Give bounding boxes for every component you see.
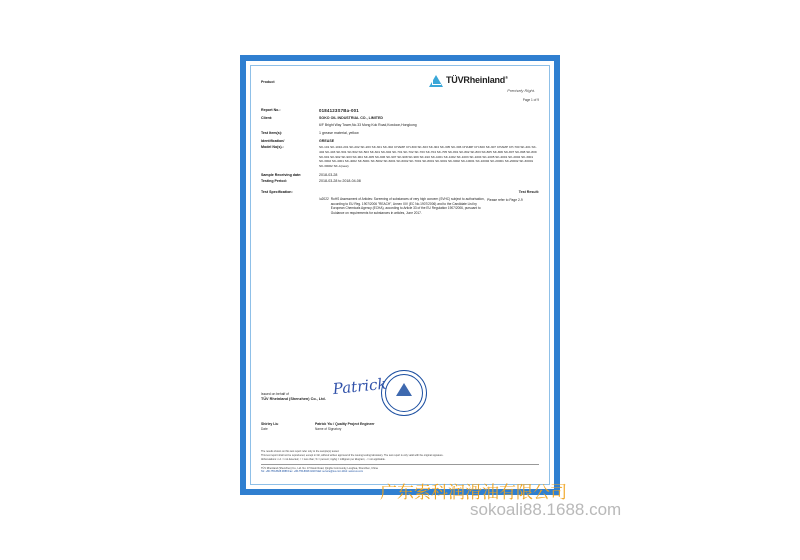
tuv-triangle-icon [429,75,443,87]
footer-line-3: Abbreviations: n.d. = not detected; < = less than; % = percent; mg/kg = milligram per kilogram; - = not applicable. [261,457,386,461]
certificate-page [261,74,539,476]
signature-roles-row [261,427,539,432]
signature-date-label: Date [261,427,268,432]
report-no-value: 0184123S7Ba-001 [319,108,359,113]
testing-period-row [261,179,539,184]
test-specification-text [261,197,487,216]
issuing-company: TÜV Rheinland (Shenzhen) Co., Ltd. [261,396,326,401]
identification-label: Identification/ [261,138,285,143]
test-specification-item [319,197,487,216]
tuv-logo [429,74,539,94]
footer-line-1: The results shown on this test report refer only to the sample(s) tested. [261,450,340,454]
client-name: SOKO OIL INDUSTRIAL CO., LIMITED [319,115,383,120]
identification-row [261,139,539,144]
identification-value: GREASE [319,138,335,143]
product-label: Product [261,80,275,84]
tuv-wordmark [446,74,508,87]
stamp-triangle-icon [396,383,412,396]
model-label: Model No(s).: [261,145,284,150]
client-address: 6/F Bright Way Tower,No.33 Mong Kok Road,Kowloon,Hongkong [319,122,417,127]
logo-row [429,74,539,87]
test-specification-header [261,190,539,195]
testing-period-label: Testing Period: [261,179,287,184]
model-row [261,145,539,168]
footer-line-4: TÜV Rheinland (Shenzhen) Co., Ltd. No. 47 Daxin Road, Qinghu Community, Longhua, Shenzhen, China [261,466,378,470]
footer-line-5: Tel: +86-755-8828 0888 Fax: +86-755-8828 0218 Mail: service@tuv.com Web: www.tuv.com [261,470,364,474]
test-specification-item-text: RoHS Assessment of Articles: Screening of substances of very high concern (SVHC) subject to authorisation, according to EU Reg. 1907/2006 "REACH", Annex XIV (EC No.1907/2006) and to the Candidate List by European Chemicals Agency (ECHA), according to Article 33 of the EU Regulation 1907/2006, pursuant to Guidance on requirements for substances in articles, June 2017. [330,196,485,216]
issued-on-behalf-label: Issued on behalf of [261,392,289,397]
sample-receiving-row [261,173,539,178]
footer-divider [261,464,539,465]
sample-receiving-label: Sample Receiving date: [261,172,302,177]
signature-name-label: Name of Signatory [315,427,342,432]
tuv-tagline: Precisely Right. [507,88,535,94]
report-no-row [261,108,539,114]
client-address-row [261,123,539,128]
test-item-value: 1 grease material, yellow [319,130,359,135]
report-no-label: Report No.: [261,108,281,112]
test-item-label: Test Item(s): [261,130,283,135]
watermark-url: sokoali88.1688.com [470,500,622,519]
certificate-inner-border [250,65,550,485]
document-header [261,74,539,108]
test-specification-label: Test Specification: [261,189,293,194]
certificate-blue-frame [240,55,560,495]
signature-date-value: Shirley Liu [261,422,279,427]
test-result-label: Test Result: [518,189,539,194]
signature-block [261,374,539,432]
test-result-value: Please refer to Page 2-9 [487,197,523,202]
signature-signatory-name: Patrick Yiu / Quality Project Engineer [315,422,375,427]
test-item-row [261,131,539,136]
tuv-wordmark-text: TÜVRheinland [446,75,506,85]
client-row [261,116,539,121]
sample-receiving-value: 2018-03-28 [319,172,338,177]
client-label: Client: [261,115,273,120]
client-address-spacer [261,123,319,128]
watermark-chinese: 广东索科润滑油有限公司 [380,483,567,503]
testing-period-value: 2018-03-28 to 2018-04-08 [319,179,361,184]
handwritten-signature: Patrick [331,374,388,399]
company-stamp [381,370,427,416]
page-number: Page 1 of 9 [522,98,539,102]
test-specification-body [261,197,539,216]
bullet-icon: \u2022 [319,196,329,201]
document-footer [261,450,539,474]
footer-line-2: This test report shall not be reproduced, except in full, without written approval of the issuing testing laboratory. The test report is only valid with the original signature. [261,454,444,457]
registered-mark-icon: ® [505,75,508,80]
model-value: SK-101 SK-1010-201 SK-202 SK-203 SK-301 SK-302 CHAMP CH-300 SK-303 SK-304 SK-305 SK-306 CHAMP CH-600 SK-307 CHAMP CH-700 SK-401 SK-402 SK-403 SK-501 SK-502 SK-503 SK-601 SK-602 SK-701 SK-702 SK-703 SK-704 SK-705 SK-801 SK-802 SK-803 SK-805 SK-806 SK-807 SK-808 SK-809 SK-901 SK-902 SK-903 SK-904 SK-905 SK-906 SK-907 SK-908 SK-909 SK-910 SK-1001 SK-1002 SK-1003 SK-1004 SK-1005 SK-2001 SK-2002 SK-3001 SK-3002 SK-4001 SK-4002 SK-5001 SK-5002 SK-6001 SK-6002 SK-7001 SK-8001 SK-9001 SK-9002 SK-10001 SK-10002 SK-20001 SK-20002 SK-30001 SK-30002 SK-A(new) [319,145,537,168]
